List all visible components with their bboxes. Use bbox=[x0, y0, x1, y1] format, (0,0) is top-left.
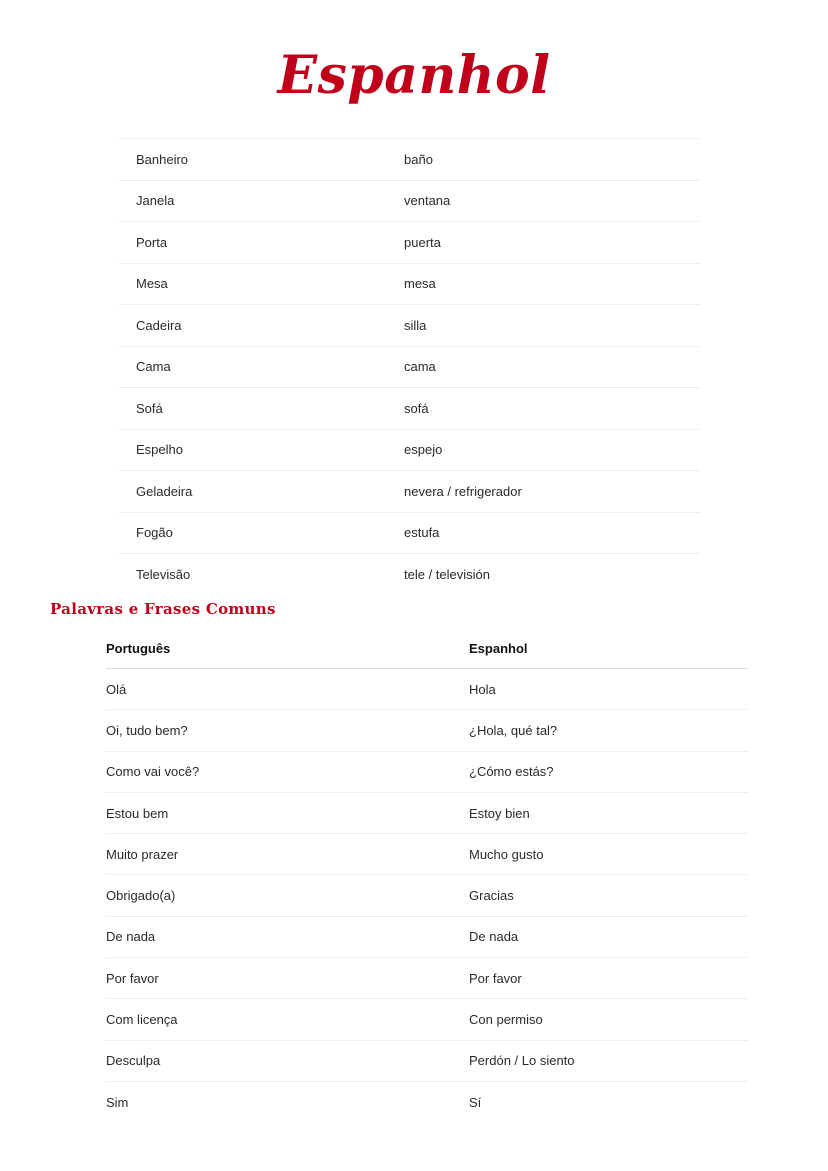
portuguese-cell: Oi, tudo bem? bbox=[106, 722, 188, 738]
table-row bbox=[106, 999, 748, 1040]
spanish-cell: Por favor bbox=[469, 970, 522, 986]
portuguese-cell: Mesa bbox=[136, 276, 168, 292]
portuguese-cell: Banheiro bbox=[136, 151, 189, 167]
spanish-cell: baño bbox=[404, 151, 433, 167]
portuguese-cell: Desculpa bbox=[106, 1053, 161, 1069]
column-header-spanish: Espanhol bbox=[469, 640, 528, 656]
table-row bbox=[118, 221, 700, 263]
spanish-cell: ventana bbox=[404, 193, 451, 209]
spanish-cell: estufa bbox=[404, 525, 440, 541]
column-header-portuguese: Português bbox=[106, 640, 171, 656]
table-row bbox=[118, 138, 700, 180]
table-row bbox=[118, 346, 700, 388]
table-row bbox=[106, 1041, 748, 1082]
spanish-cell: ¿Hola, qué tal? bbox=[469, 722, 558, 738]
portuguese-cell: Fogão bbox=[136, 525, 173, 541]
table-row bbox=[106, 1082, 748, 1123]
portuguese-cell: Cama bbox=[136, 359, 171, 375]
common-phrases-table bbox=[106, 628, 748, 1123]
portuguese-cell: Sofá bbox=[136, 400, 163, 416]
portuguese-cell: Janela bbox=[136, 193, 175, 209]
portuguese-cell: Geladeira bbox=[136, 483, 193, 499]
table-row bbox=[106, 917, 748, 958]
spanish-cell: mesa bbox=[404, 276, 436, 292]
table-row bbox=[106, 834, 748, 875]
spanish-cell: Con permiso bbox=[469, 1012, 543, 1028]
spanish-cell: sofá bbox=[404, 400, 429, 416]
spanish-cell: Gracias bbox=[469, 888, 514, 904]
house-vocabulary-table bbox=[118, 138, 700, 595]
portuguese-cell: Olá bbox=[106, 681, 127, 697]
portuguese-cell: Obrigado(a) bbox=[106, 888, 176, 904]
table-row bbox=[106, 793, 748, 834]
portuguese-cell: Cadeira bbox=[136, 317, 182, 333]
page-title: Espanhol bbox=[277, 45, 551, 106]
table-header bbox=[106, 628, 748, 669]
portuguese-cell: Muito prazer bbox=[106, 846, 179, 862]
portuguese-cell: Porta bbox=[136, 234, 168, 250]
table-row bbox=[106, 875, 748, 916]
spanish-cell: tele / televisión bbox=[404, 566, 490, 582]
spanish-cell: silla bbox=[404, 317, 427, 333]
section-heading: Palavras e Frases Comuns bbox=[50, 600, 276, 618]
table-row bbox=[106, 669, 748, 710]
spanish-cell: Hola bbox=[469, 681, 496, 697]
spanish-cell: espejo bbox=[404, 442, 443, 458]
table-row bbox=[118, 304, 700, 346]
table-row bbox=[118, 553, 700, 595]
spanish-cell: ¿Cómo estás? bbox=[469, 764, 554, 780]
table-row bbox=[106, 752, 748, 793]
table-row bbox=[118, 512, 700, 554]
spanish-cell: puerta bbox=[404, 234, 441, 250]
spanish-cell: nevera / refrigerador bbox=[404, 483, 522, 499]
table-row bbox=[118, 429, 700, 471]
spanish-cell: cama bbox=[404, 359, 436, 375]
table-row bbox=[118, 387, 700, 429]
portuguese-cell: Com licença bbox=[106, 1012, 178, 1028]
spanish-cell: Mucho gusto bbox=[469, 846, 544, 862]
table-row bbox=[118, 470, 700, 512]
table-row bbox=[118, 263, 700, 305]
portuguese-cell: Espelho bbox=[136, 442, 183, 458]
table-row bbox=[106, 710, 748, 751]
portuguese-cell: Por favor bbox=[106, 970, 159, 986]
portuguese-cell: Estou bem bbox=[106, 805, 169, 821]
portuguese-cell: Sim bbox=[106, 1095, 129, 1111]
spanish-cell: Sí bbox=[469, 1095, 482, 1111]
portuguese-cell: De nada bbox=[106, 929, 156, 945]
spanish-cell: De nada bbox=[469, 929, 519, 945]
table-row bbox=[118, 180, 700, 222]
table-row bbox=[106, 958, 748, 999]
spanish-cell: Estoy bien bbox=[469, 805, 530, 821]
portuguese-cell: Como vai você? bbox=[106, 764, 200, 780]
spanish-cell: Perdón / Lo siento bbox=[469, 1053, 575, 1069]
portuguese-cell: Televisão bbox=[136, 566, 191, 582]
